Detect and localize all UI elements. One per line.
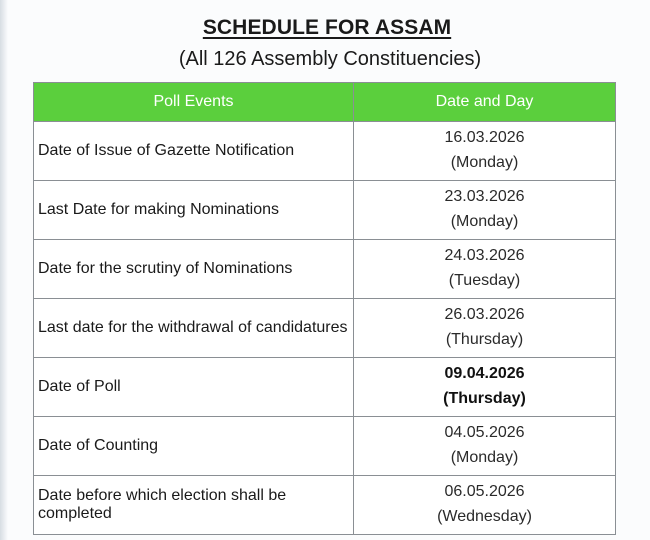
date-cell: [354, 476, 616, 535]
page-subtitle: (All 126 Assembly Constituencies): [178, 48, 482, 70]
date-cell: [354, 122, 616, 181]
date-cell: [354, 358, 616, 417]
event-cell: Last Date for making Nominations: [34, 181, 354, 240]
date-value: 09.04.2026: [444, 365, 525, 382]
table-row: [34, 240, 616, 299]
date-value: 16.03.2026: [444, 129, 525, 146]
day-value: (Thursday): [445, 331, 524, 348]
day-value: (Monday): [450, 154, 519, 171]
event-cell: Date of Counting: [34, 417, 354, 476]
day-value: (Wednesday): [437, 508, 532, 525]
table-row: [34, 299, 616, 358]
event-cell: Date for the scrutiny of Nominations: [34, 240, 354, 299]
table-row-poll-date: [34, 358, 616, 417]
date-value: 06.05.2026: [444, 483, 525, 500]
day-value: (Thursday): [443, 390, 526, 407]
date-cell: [354, 181, 616, 240]
date-value: 26.03.2026: [444, 306, 525, 323]
table-row: [34, 122, 616, 181]
window-edge: [0, 0, 8, 540]
date-cell: [354, 240, 616, 299]
header-date-and-day: Date and Day: [354, 83, 616, 122]
table-header-row: [34, 83, 616, 122]
header-poll-events: Poll Events: [34, 83, 354, 122]
date-value: 23.03.2026: [444, 188, 525, 205]
title-block: [0, 14, 650, 72]
schedule-table: [33, 82, 616, 535]
table-row: [34, 476, 616, 535]
table-row: [34, 417, 616, 476]
date-value: 04.05.2026: [444, 424, 525, 441]
day-value: (Monday): [450, 213, 519, 230]
date-value: 24.03.2026: [444, 247, 525, 264]
day-value: (Tuesday): [448, 272, 521, 289]
day-value: (Monday): [450, 449, 519, 466]
table-row: [34, 181, 616, 240]
date-cell: [354, 299, 616, 358]
event-cell: Last date for the withdrawal of candidatures: [34, 299, 354, 358]
event-cell: Date of Poll: [34, 358, 354, 417]
page-title: SCHEDULE FOR ASSAM: [202, 16, 452, 39]
event-cell: Date of Issue of Gazette Notification: [34, 122, 354, 181]
date-cell: [354, 417, 616, 476]
event-cell: Date before which election shall be completed: [34, 476, 354, 535]
